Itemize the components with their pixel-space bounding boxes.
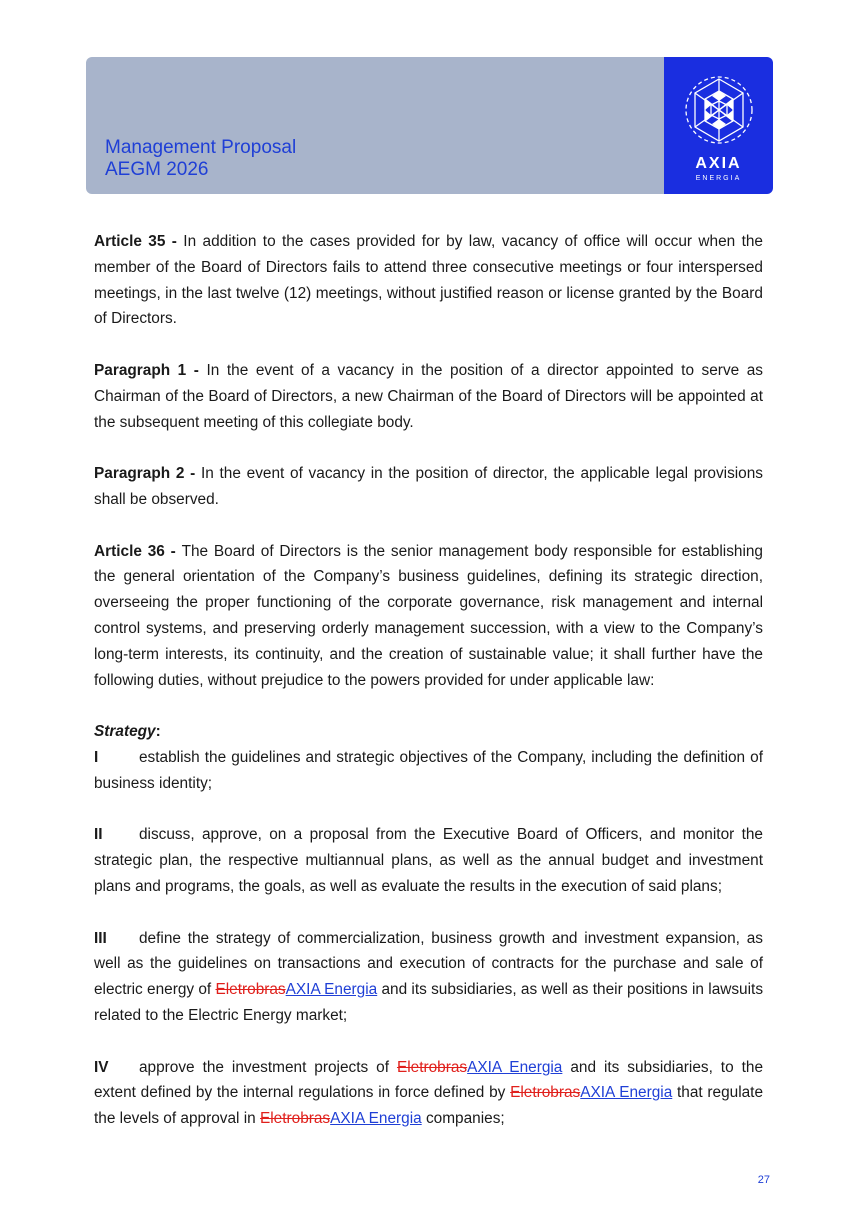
paragraph-2 xyxy=(94,461,763,513)
paragraph-2-label: Paragraph 2 - xyxy=(94,465,201,483)
article-35 xyxy=(94,229,763,332)
logo-name: AXIA xyxy=(695,155,742,172)
item-ii xyxy=(94,822,763,899)
inserted-text: AXIA Energia xyxy=(580,1084,673,1102)
item-ii-text: discuss, approve, on a proposal from the Executive Board of Officers, and monitor the strategic plan, the respective multiannual plans, as well as the annual budget and investment plans and programs, the goals, as well as evaluate the results in the execution of said plans; xyxy=(94,826,763,895)
strategy-heading xyxy=(94,719,763,745)
paragraph-1 xyxy=(94,358,763,435)
paragraph-2-text: In the event of vacancy in the position of director, the applicable legal provisions shall be observed. xyxy=(94,465,763,508)
article-36-label: Article 36 - xyxy=(94,542,182,560)
item-iv-text-2: and its subsidiaries, to the extent defined by the internal regulations in force defined by xyxy=(94,1058,763,1102)
strategy-label: Strategy xyxy=(94,723,156,741)
inserted-text: AXIA Energia xyxy=(285,981,378,999)
title-line-2: AEGM 2026 xyxy=(105,159,209,180)
article-35-text: In addition to the cases provided for by law, vacancy of office will occur when the member of the Board of Directors fails to attend three consecutive meetings or four interspersed meetings, in the last twelve (12) meetings, without justified reason or license granted by the Board of Directors. xyxy=(94,233,763,328)
paragraph-1-label: Paragraph 1 - xyxy=(94,361,207,379)
deleted-text: Eletrobras xyxy=(510,1084,581,1102)
company-logo xyxy=(664,57,773,194)
item-iii-number: III xyxy=(94,929,107,947)
item-ii-number: II xyxy=(94,826,103,844)
item-i-text: establish the guidelines and strategic objectives of the Company, including the definition of business identity; xyxy=(94,748,763,792)
geodesic-sphere-icon xyxy=(683,74,755,146)
item-i xyxy=(94,745,763,797)
article-35-label: Article 35 - xyxy=(94,233,184,250)
deleted-text: Eletrobras xyxy=(396,1058,468,1076)
strategy-colon: : xyxy=(155,723,161,741)
logo-subtitle: ENERGIA xyxy=(695,175,742,182)
item-iv xyxy=(94,1055,763,1132)
item-iii xyxy=(94,926,763,1029)
item-iv-text-1: approve the investment projects of xyxy=(139,1058,397,1076)
inserted-text: AXIA Energia xyxy=(330,1110,422,1128)
article-36-text: The Board of Directors is the senior management body responsible for establishing the general orientation of the Company’s business guidelines, defining its strategic direction, overseeing the proper functioning of the corporate governance, risk management and internal control systems, and preserving orderly management succession, with a view to the Company’s long-term interests, its continuity, and the creation of sustainable value; it shall further have the following duties, without prejudice to the powers provided for under applicable law: xyxy=(94,542,763,689)
page-number: 27 xyxy=(757,1174,770,1186)
document-body xyxy=(94,229,763,1158)
inserted-text: AXIA Energia xyxy=(467,1058,563,1076)
item-iv-text-3: that regulate the levels of approval in xyxy=(94,1084,764,1128)
document-title xyxy=(105,137,296,181)
item-i-number: I xyxy=(94,748,99,766)
paragraph-1-text: In the event of a vacancy in the position of a director appointed to serve as Chairman of the Board of Directors, a new Chairman of the Board of Directors will be appointed at the subsequent meeting of this collegiate body. xyxy=(94,361,764,431)
deleted-text: Eletrobras xyxy=(215,981,286,999)
item-iii-text-2: and its subsidiaries, as well as their positions in lawsuits related to the Electric Energy market; xyxy=(94,981,764,1024)
deleted-text: Eletrobras xyxy=(259,1110,331,1128)
title-line-1: Management Proposal xyxy=(105,137,297,158)
article-36 xyxy=(94,539,763,694)
item-iii-text-1: define the strategy of commercialization, business growth and investment expansion, as well as the guidelines on transactions and execution of contracts for the purchase and sale of electric energy of xyxy=(94,929,763,999)
item-iv-number: IV xyxy=(94,1058,109,1076)
item-iv-text-4: companies; xyxy=(421,1110,505,1128)
